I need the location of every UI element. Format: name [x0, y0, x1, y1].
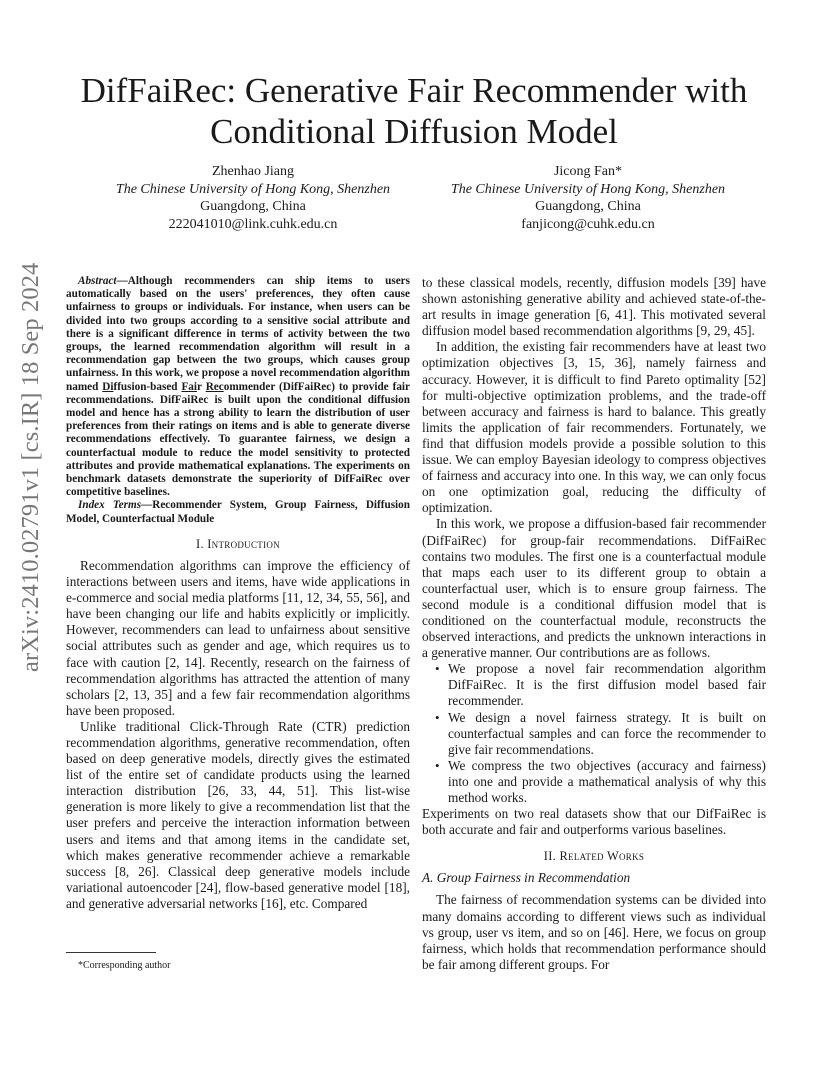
- list-item: • We design a novel fairness strategy. It is built on counterfactual samples and can force the recommender to give fair recommendations.: [448, 710, 766, 758]
- paper-title: DifFaiRec: Generative Fair Recommender with Conditional Diffusion Model: [80, 71, 748, 151]
- section-heading: II. Related Works: [543, 849, 645, 864]
- paragraph: Experiments on two real datasets show that our DifFaiRec is both accurate and fair and outperforms various baselines.: [422, 806, 766, 838]
- author-email: fanjicong@cuhk.edu.cn: [521, 216, 655, 232]
- abstract: Abstract—Although recommenders can ship items to users automatically based on the users' preferences, they often cause unfairness to groups or individuals. For instance, when users can be divided into two groups according to a sensitive social attribute and there is a significant difference in terms of activity between the two groups, the learned recommendation algorithm will result in a recommendation gap between the two groups, which causes group unfairness. In this work, we propose a novel recommendation algorithm named Diffusion-based Fair Recommender (DifFaiRec) to provide fair recommendations. DifFaiRec is built upon the conditional diffusion model and hence has a strong ability to learn the distribution of user preferences from their ratings on items and is able to generate diverse recommendations effectively. To guarantee fairness, we design a counterfactual module to reduce the model sensitivity to protected attributes and provide mathematical explanations. The experiments on benchmark datasets demonstrate the superiority of DifFaiRec over competitive baselines.: [66, 275, 410, 499]
- list-item: • We propose a novel fair recommendation algorithm DifFaiRec. It is the first diffusion model based fair recommender.: [448, 661, 766, 709]
- author-name: Jicong Fan*: [553, 164, 623, 179]
- subsection-heading: A. Group Fairness in Recommendation: [422, 870, 631, 886]
- footnote-rule: [66, 952, 156, 953]
- paragraph: The fairness of recommendation systems can be divided into many domains according to different views such as individual vs group, user vs item, and so on [46]. Here, we focus on group fairness, which holds that recommendation performance should be fair among different groups. For: [422, 892, 766, 972]
- author-affiliation: The Chinese University of Hong Kong, Shenzhen: [115, 181, 391, 197]
- arxiv-watermark: arXiv:2410.02791v1 [cs.IR] 18 Sep 2024: [17, 262, 44, 672]
- footnote: *Corresponding author: [78, 960, 171, 971]
- author-email: 222041010@link.cuhk.edu.cn: [168, 216, 338, 232]
- paragraph: In this work, we propose a diffusion-based fair recommender (DifFaiRec) for group-fair recommendations. DifFaiRec contains two modules. The first one is a counterfactual module that maps each user to its different group to obtain a counterfactual user, which is to ensure group fairness. The second module is a conditional diffusion model that is conditioned on the counterfactual module, reconstructs the observed interactions, and predicts the unknown interactions in a generative manner. Our contributions are as follows.: [422, 516, 766, 661]
- left-column: [66, 275, 410, 912]
- section-heading: I. Introduction: [196, 536, 280, 551]
- paragraph: to these classical models, recently, diffusion models [39] have shown astonishing generative ability and achieved state-of-the-art results in image generation [6, 41]. This motivated several diffusion model based recommendation algorithms [9, 29, 45].: [422, 275, 766, 339]
- index-terms: Index Terms—Recommender System, Group Fairness, Diffusion Model, Counterfactual Module: [66, 499, 410, 525]
- paragraph: Recommendation algorithms can improve the efficiency of interactions between users and items, have wide applications in e-commerce and social media platforms [11, 12, 34, 55, 56], and have been changing our life and habits explicitly or implicitly. However, recommenders can lead to unfairness about sensitive social attributes such as gender and age, which requires us to face with caution [2, 14]. Recently, research on the fairness of recommendation algorithms has attracted the attention of many scholars [2, 13, 35] and a few fair recommendation algorithms have been proposed.: [66, 557, 410, 718]
- author-name: Zhenhao Jiang: [211, 164, 295, 179]
- paragraph: In addition, the existing fair recommenders have at least two optimization objectives [3, 15, 36], namely fairness and accuracy. However, it is difficult to find Pareto optimality [52] for multi-objective optimization problems, and the trade-off between accuracy and fairness is hard to balance. This greatly limits the application of fair recommenders. Fortunately, we find that diffusion models provide a possible solution to this issue. We can employ Bayesian ideology to compress objectives of fairness and accuracy into one. In this way, we can only focus on one optimization goal, reducing the difficulty of optimization.: [422, 339, 766, 516]
- author-location: Guangdong, China: [200, 199, 306, 215]
- paragraph: Unlike traditional Click-Through Rate (CTR) prediction recommendation algorithms, generative recommendation, often based on deep generative models, directly gives the estimated list of the entire set of candidate products using the learned interaction distribution [26, 33, 44, 51]. This list-wise generation is more likely to give a recommendation list that the user prefers and perceive the interaction information between users and items and that among items in the candidate set, which makes generative recommender achieve a remarkable success [8, 26]. Classical deep generative models include variational autoencoder [24], flow-based generative model [18], and generative adversarial networks [16], etc. Compared: [66, 718, 410, 911]
- contributions-list: [422, 661, 766, 806]
- right-column: [422, 275, 766, 973]
- author-block-2: [418, 163, 758, 233]
- author-block-1: [90, 163, 416, 233]
- author-affiliation: The Chinese University of Hong Kong, Shenzhen: [450, 181, 726, 197]
- list-item: • We compress the two objectives (accuracy and fairness) into one and provide a mathematical analysis of why this method works.: [448, 758, 766, 806]
- author-location: Guangdong, China: [535, 199, 641, 215]
